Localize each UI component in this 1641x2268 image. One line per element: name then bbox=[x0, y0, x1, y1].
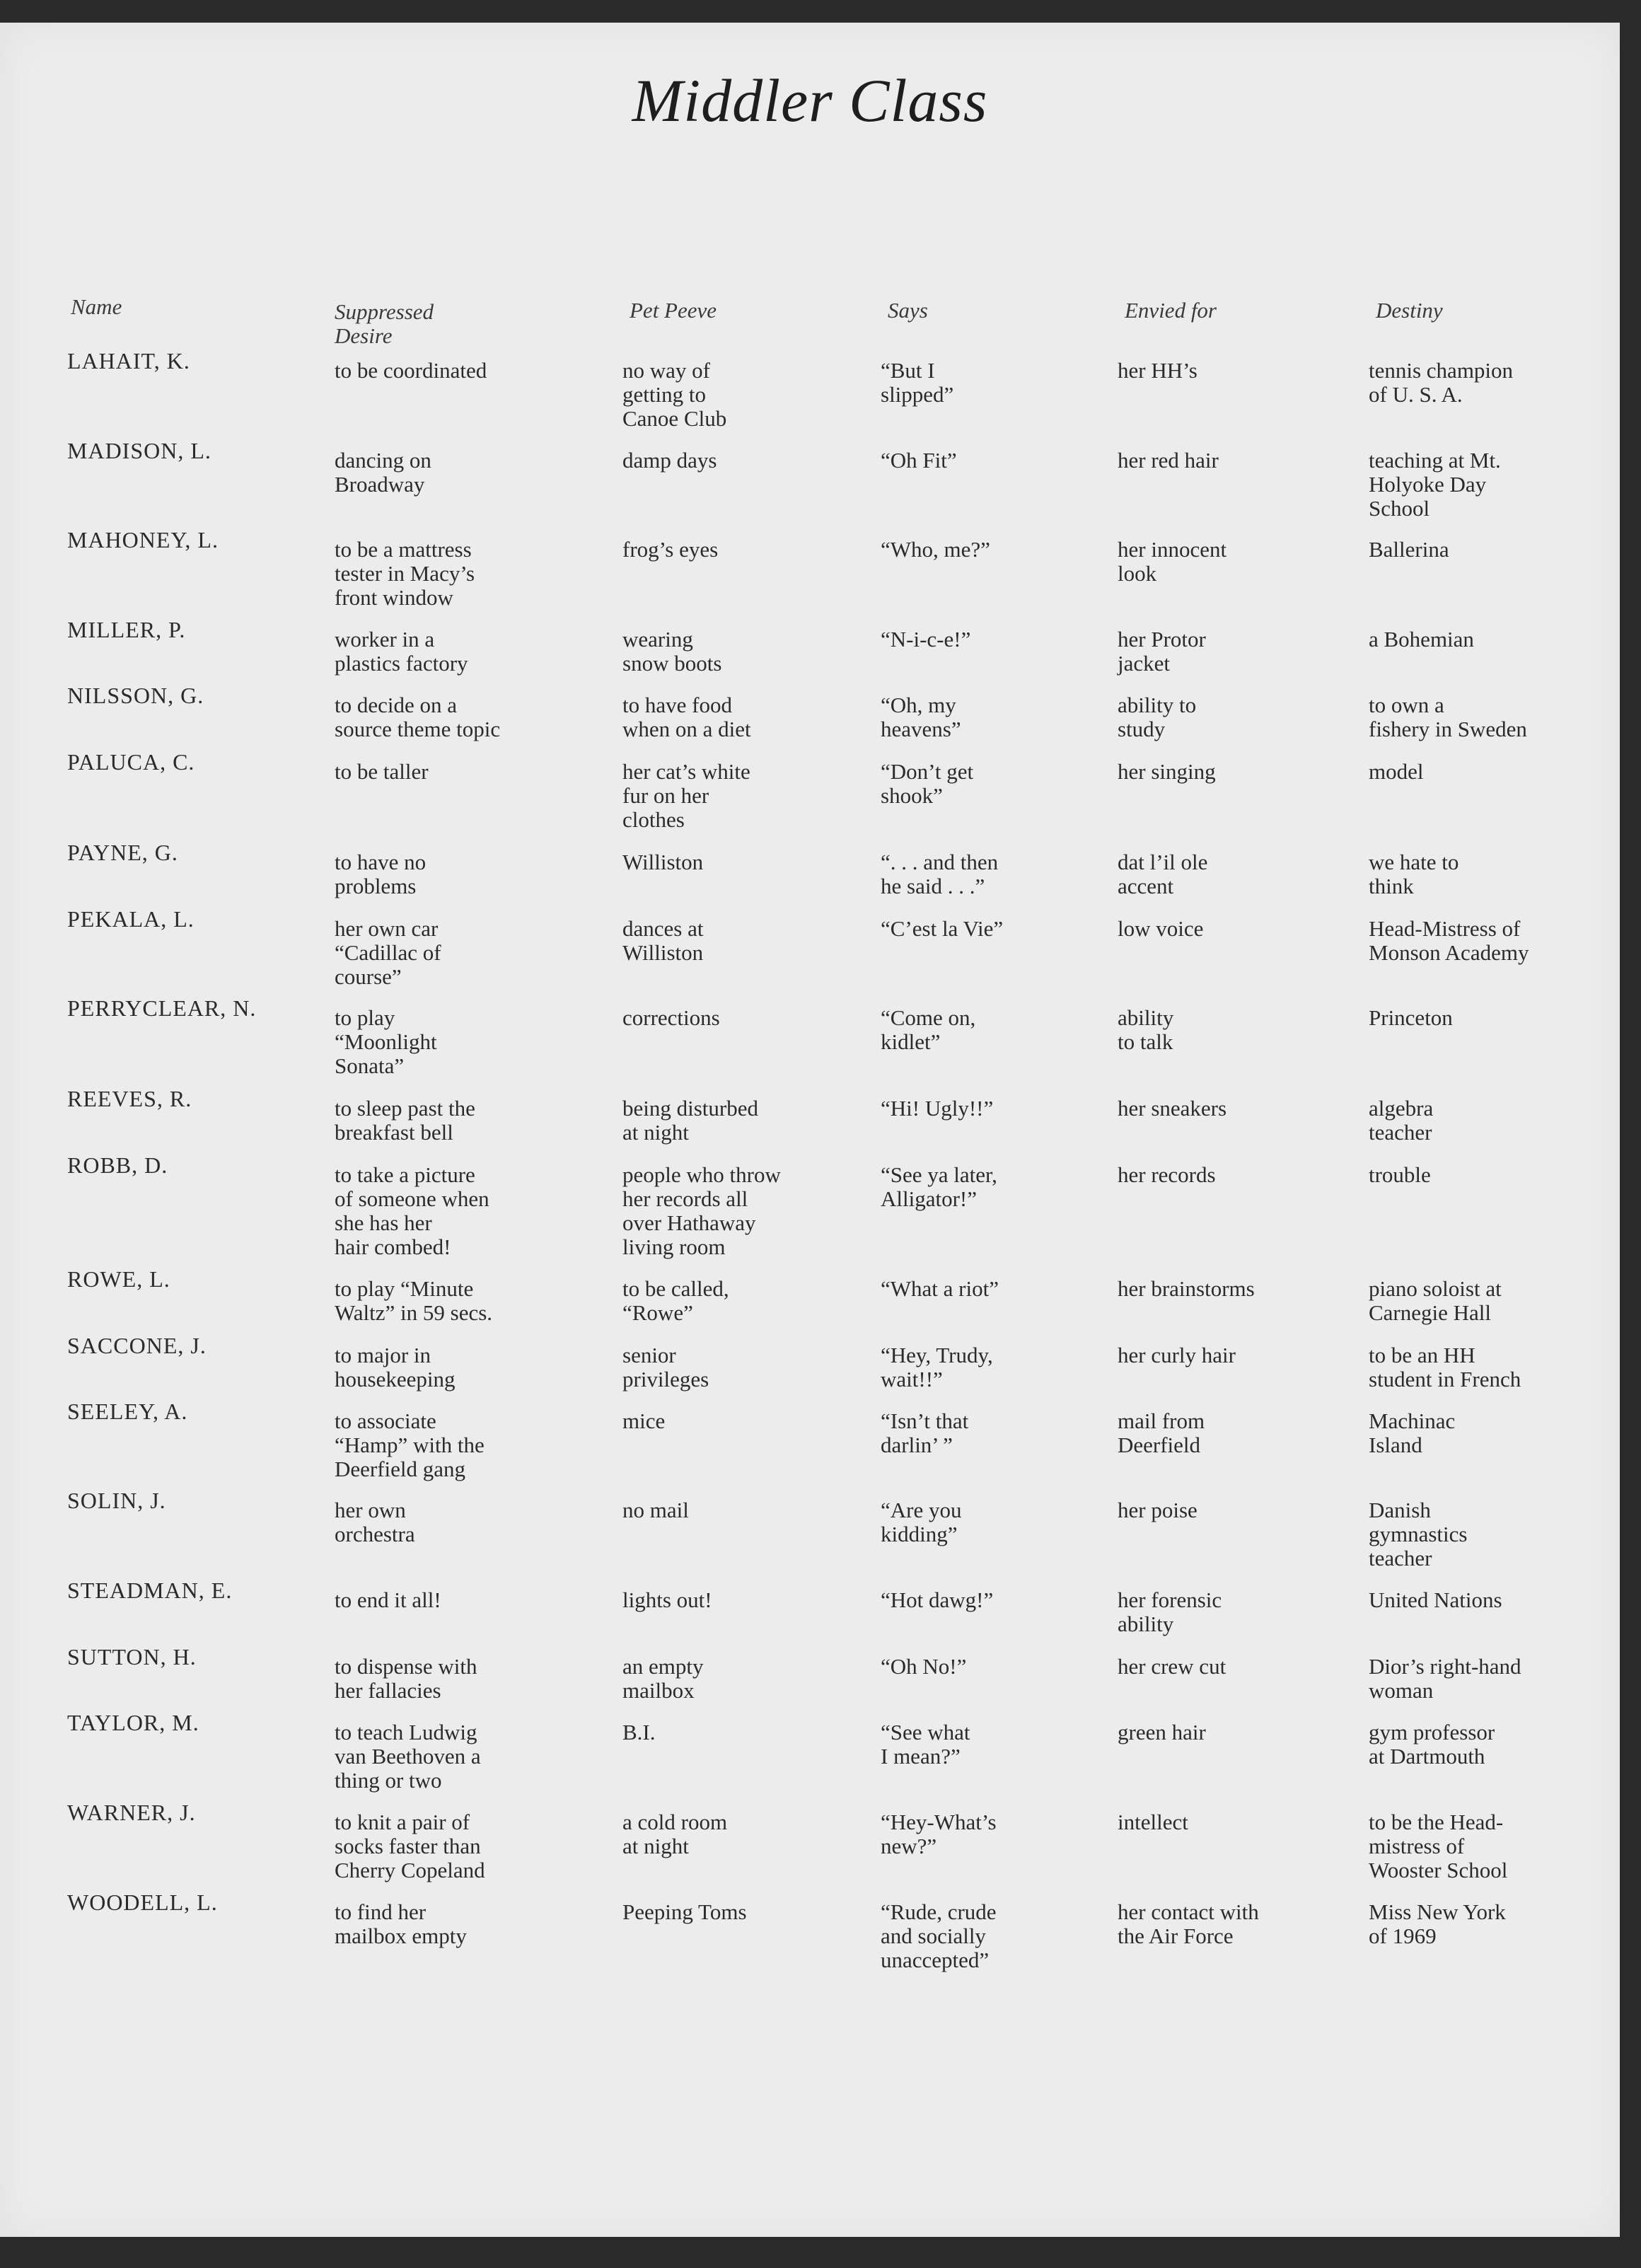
student-name: STEADMAN, E. bbox=[67, 1578, 233, 1603]
suppressed-desire-cell: to knit a pair of socks faster than Cherry Copeland bbox=[335, 1810, 485, 1882]
pet-peeve-cell: to be called, “Rowe” bbox=[622, 1276, 729, 1325]
destiny-cell: a Bohemian bbox=[1369, 627, 1474, 652]
envied-for-cell: ability to talk bbox=[1118, 1005, 1174, 1054]
destiny-cell: teaching at Mt. Holyoke Day School bbox=[1369, 448, 1501, 521]
header-says: Says bbox=[888, 298, 928, 323]
pet-peeve-cell: mice bbox=[622, 1408, 666, 1433]
student-name: NILSSON, G. bbox=[67, 683, 204, 708]
pet-peeve-cell: damp days bbox=[622, 448, 717, 473]
table-row bbox=[0, 906, 1620, 989]
suppressed-desire-cell: to sleep past the breakfast bell bbox=[335, 1096, 475, 1145]
envied-for-cell: mail from Deerfield bbox=[1118, 1408, 1205, 1457]
student-name: PERRYCLEAR, N. bbox=[67, 995, 257, 1021]
table-row bbox=[0, 1399, 1620, 1481]
table-row bbox=[0, 1488, 1620, 1570]
student-name: SACCONE, J. bbox=[67, 1333, 207, 1358]
destiny-cell: tennis champion of U. S. A. bbox=[1369, 358, 1514, 407]
yearbook-page bbox=[0, 23, 1620, 2237]
destiny-cell: to be the Head- mistress of Wooster School bbox=[1369, 1810, 1508, 1882]
says-cell: “C’est la Vie” bbox=[881, 916, 1004, 941]
destiny-cell: Head-Mistress of Monson Academy bbox=[1369, 916, 1529, 965]
suppressed-desire-cell: to be a mattress tester in Macy’s front window bbox=[335, 537, 475, 610]
envied-for-cell: her red hair bbox=[1118, 448, 1219, 473]
student-name: SUTTON, H. bbox=[67, 1644, 197, 1670]
envied-for-cell: green hair bbox=[1118, 1720, 1206, 1745]
pet-peeve-cell: corrections bbox=[622, 1005, 720, 1030]
envied-for-cell: her poise bbox=[1118, 1498, 1198, 1522]
student-name: ROWE, L. bbox=[67, 1266, 170, 1292]
envied-for-cell: intellect bbox=[1118, 1810, 1188, 1834]
pet-peeve-cell: her cat’s white fur on her clothes bbox=[622, 759, 750, 832]
says-cell: “Rude, crude and socially unaccepted” bbox=[881, 1899, 997, 1972]
pet-peeve-cell: Williston bbox=[622, 850, 704, 874]
destiny-cell: piano soloist at Carnegie Hall bbox=[1369, 1276, 1502, 1325]
says-cell: “What a riot” bbox=[881, 1276, 999, 1301]
pet-peeve-cell: no mail bbox=[622, 1498, 689, 1522]
student-name: SOLIN, J. bbox=[67, 1488, 166, 1513]
header-suppressed-desire: Suppressed Desire bbox=[335, 299, 434, 348]
says-cell: “Oh, my heavens” bbox=[881, 693, 961, 741]
envied-for-cell: her sneakers bbox=[1118, 1096, 1227, 1121]
table-row bbox=[0, 1890, 1620, 1972]
table-row bbox=[0, 1800, 1620, 1882]
suppressed-desire-cell: to be coordinated bbox=[335, 358, 487, 383]
envied-for-cell: low voice bbox=[1118, 916, 1204, 941]
pet-peeve-cell: dances at Williston bbox=[622, 916, 704, 965]
suppressed-desire-cell: to teach Ludwig van Beethoven a thing or two bbox=[335, 1720, 481, 1793]
envied-for-cell: her Protor jacket bbox=[1118, 627, 1206, 676]
suppressed-desire-cell: to major in housekeeping bbox=[335, 1343, 456, 1392]
destiny-cell: we hate to think bbox=[1369, 850, 1459, 898]
suppressed-desire-cell: dancing on Broadway bbox=[335, 448, 431, 497]
says-cell: “Hi! Ugly!!” bbox=[881, 1096, 994, 1121]
table-row bbox=[0, 1152, 1620, 1259]
student-name: PAYNE, G. bbox=[67, 840, 178, 865]
student-name: ROBB, D. bbox=[67, 1152, 168, 1178]
pet-peeve-cell: people who throw her records all over Hathaway living room bbox=[622, 1162, 781, 1259]
says-cell: “N-i-c-e!” bbox=[881, 627, 971, 652]
says-cell: “Oh Fit” bbox=[881, 448, 957, 473]
table-row bbox=[0, 683, 1620, 741]
student-name: MILLER, P. bbox=[67, 617, 186, 642]
student-name: PEKALA, L. bbox=[67, 906, 195, 932]
envied-for-cell: her brainstorms bbox=[1118, 1276, 1255, 1301]
page-title: Middler Class bbox=[632, 66, 988, 134]
table-row bbox=[0, 995, 1620, 1078]
student-name: MAHONEY, L. bbox=[67, 527, 219, 552]
student-name: WOODELL, L. bbox=[67, 1890, 218, 1915]
says-cell: “Come on, kidlet” bbox=[881, 1005, 976, 1054]
student-name: SEELEY, A. bbox=[67, 1399, 188, 1424]
envied-for-cell: her forensic ability bbox=[1118, 1587, 1222, 1636]
envied-for-cell: her curly hair bbox=[1118, 1343, 1236, 1367]
student-name: TAYLOR, M. bbox=[67, 1710, 199, 1735]
table-row bbox=[0, 1266, 1620, 1325]
header-destiny: Destiny bbox=[1376, 298, 1443, 323]
destiny-cell: trouble bbox=[1369, 1162, 1431, 1187]
table-row bbox=[0, 617, 1620, 676]
says-cell: “Isn’t that darlin’ ” bbox=[881, 1408, 969, 1457]
student-name: WARNER, J. bbox=[67, 1800, 196, 1825]
says-cell: “Are you kidding” bbox=[881, 1498, 962, 1546]
envied-for-cell: her records bbox=[1118, 1162, 1216, 1187]
header-envied-for: Envied for bbox=[1125, 298, 1217, 323]
destiny-cell: Ballerina bbox=[1369, 537, 1449, 562]
suppressed-desire-cell: her own car “Cadillac of course” bbox=[335, 916, 441, 989]
student-name: MADISON, L. bbox=[67, 438, 211, 463]
suppressed-desire-cell: to decide on a source theme topic bbox=[335, 693, 501, 741]
suppressed-desire-cell: to dispense with her fallacies bbox=[335, 1654, 477, 1703]
says-cell: “See what I mean?” bbox=[881, 1720, 970, 1769]
header-pet-peeve: Pet Peeve bbox=[630, 298, 717, 323]
student-name: REEVES, R. bbox=[67, 1086, 192, 1111]
suppressed-desire-cell: to find her mailbox empty bbox=[335, 1899, 467, 1948]
table-row bbox=[0, 840, 1620, 898]
destiny-cell: model bbox=[1369, 759, 1424, 784]
says-cell: “Who, me?” bbox=[881, 537, 990, 562]
student-name: LAHAIT, K. bbox=[67, 348, 190, 374]
header-name: Name bbox=[71, 294, 122, 319]
destiny-cell: gym professor at Dartmouth bbox=[1369, 1720, 1495, 1769]
table-row bbox=[0, 1578, 1620, 1636]
says-cell: “Don’t get shook” bbox=[881, 759, 974, 808]
suppressed-desire-cell: to be taller bbox=[335, 759, 429, 784]
says-cell: “. . . and then he said . . .” bbox=[881, 850, 999, 898]
student-name: PALUCA, C. bbox=[67, 749, 195, 775]
pet-peeve-cell: a cold room at night bbox=[622, 1810, 728, 1858]
suppressed-desire-cell: to play “Minute Waltz” in 59 secs. bbox=[335, 1276, 493, 1325]
pet-peeve-cell: being disturbed at night bbox=[622, 1096, 758, 1145]
destiny-cell: Machinac Island bbox=[1369, 1408, 1456, 1457]
destiny-cell: to be an HH student in French bbox=[1369, 1343, 1521, 1392]
says-cell: “Hey, Trudy, wait!!” bbox=[881, 1343, 993, 1392]
pet-peeve-cell: wearing snow boots bbox=[622, 627, 722, 676]
destiny-cell: United Nations bbox=[1369, 1587, 1502, 1612]
pet-peeve-cell: no way of getting to Canoe Club bbox=[622, 358, 727, 431]
suppressed-desire-cell: her own orchestra bbox=[335, 1498, 415, 1546]
envied-for-cell: ability to study bbox=[1118, 693, 1197, 741]
pet-peeve-cell: B.I. bbox=[622, 1720, 656, 1745]
envied-for-cell: dat l’il ole accent bbox=[1118, 850, 1208, 898]
says-cell: “Hot dawg!” bbox=[881, 1587, 994, 1612]
suppressed-desire-cell: to associate “Hamp” with the Deerfield gang bbox=[335, 1408, 485, 1481]
envied-for-cell: her innocent look bbox=[1118, 537, 1227, 586]
pet-peeve-cell: lights out! bbox=[622, 1587, 712, 1612]
says-cell: “Hey-What’s new?” bbox=[881, 1810, 997, 1858]
suppressed-desire-cell: worker in a plastics factory bbox=[335, 627, 468, 676]
pet-peeve-cell: an empty mailbox bbox=[622, 1654, 704, 1703]
suppressed-desire-cell: to have no problems bbox=[335, 850, 427, 898]
pet-peeve-cell: Peeping Toms bbox=[622, 1899, 747, 1924]
suppressed-desire-cell: to end it all! bbox=[335, 1587, 441, 1612]
table-row bbox=[0, 1333, 1620, 1392]
destiny-cell: Danish gymnastics teacher bbox=[1369, 1498, 1468, 1570]
suppressed-desire-cell: to take a picture of someone when she has her hair combed! bbox=[335, 1162, 489, 1259]
pet-peeve-cell: to have food when on a diet bbox=[622, 693, 751, 741]
pet-peeve-cell: senior privileges bbox=[622, 1343, 709, 1392]
destiny-cell: to own a fishery in Sweden bbox=[1369, 693, 1527, 741]
envied-for-cell: her HH’s bbox=[1118, 358, 1198, 383]
destiny-cell: Dior’s right-hand woman bbox=[1369, 1654, 1521, 1703]
destiny-cell: algebra teacher bbox=[1369, 1096, 1434, 1145]
suppressed-desire-cell: to play “Moonlight Sonata” bbox=[335, 1005, 437, 1078]
destiny-cell: Miss New York of 1969 bbox=[1369, 1899, 1506, 1948]
table-row bbox=[0, 1710, 1620, 1793]
says-cell: “Oh No!” bbox=[881, 1654, 967, 1679]
envied-for-cell: her crew cut bbox=[1118, 1654, 1227, 1679]
pet-peeve-cell: frog’s eyes bbox=[622, 537, 719, 562]
says-cell: “See ya later, Alligator!” bbox=[881, 1162, 997, 1211]
envied-for-cell: her contact with the Air Force bbox=[1118, 1899, 1259, 1948]
destiny-cell: Princeton bbox=[1369, 1005, 1453, 1030]
envied-for-cell: her singing bbox=[1118, 759, 1216, 784]
says-cell: “But I slipped” bbox=[881, 358, 954, 407]
